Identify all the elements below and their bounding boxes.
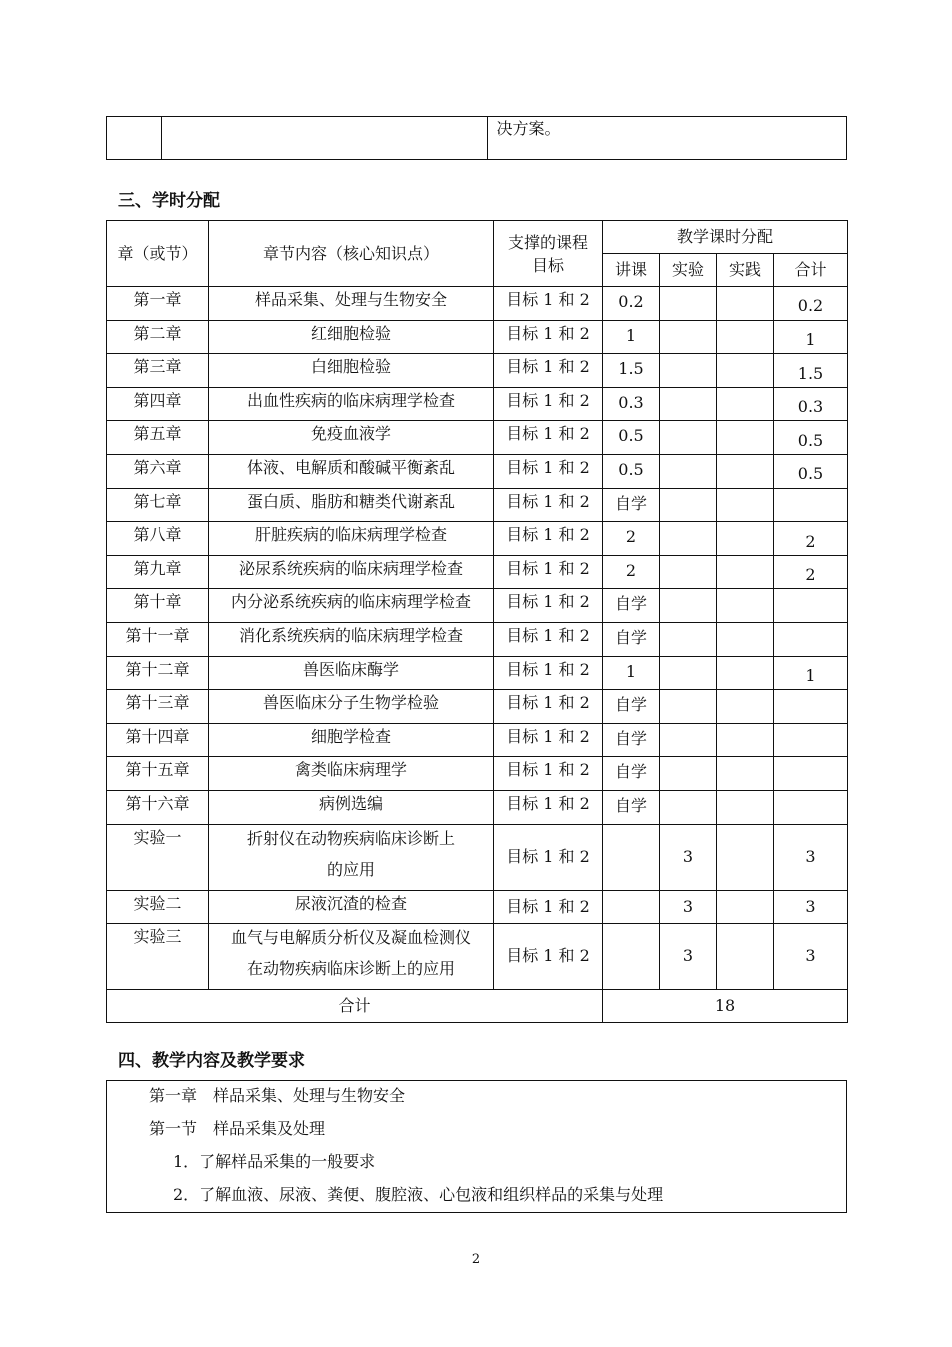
cell-content: 内分泌系统疾病的临床病理学检查 [209,589,494,623]
table-row [107,589,848,623]
table-row [107,387,848,421]
cell-total: 1 [774,320,848,354]
table-row [107,320,848,354]
cell-objective: 目标 1 和 2 [494,522,603,556]
cell-objective: 目标 1 和 2 [494,387,603,421]
table-row [107,890,848,923]
footer-label: 合计 [107,989,603,1022]
cell-chapter: 第五章 [107,421,209,455]
cell-experiment [660,387,717,421]
cell-total: 0.2 [774,287,848,321]
cell-objective: 目标 1 和 2 [494,790,603,824]
cell-lecture: 2 [603,522,660,556]
cell-objective: 目标 1 和 2 [494,555,603,589]
cell-lecture: 0.3 [603,387,660,421]
cell-content [209,890,494,923]
cell-lecture: 自学 [603,488,660,522]
cell-practice [717,354,774,388]
cell-chapter: 第七章 [107,488,209,522]
cell-content: 细胞学检查 [209,723,494,757]
table-footer-row [107,989,848,1022]
cell-content-line: 在动物疾病临床诊断上的应用 [246,958,455,978]
cell-experiment: 3 [660,824,717,890]
cell-objective: 目标 1 和 2 [494,354,603,388]
cell-chapter: 第十六章 [107,790,209,824]
cell-chapter: 第十二章 [107,656,209,690]
cell-content: 体液、电解质和酸碱平衡紊乱 [209,454,494,488]
cell-lecture: 自学 [603,723,660,757]
cell-chapter: 第十章 [107,589,209,623]
cell-lecture: 0.5 [603,421,660,455]
cell-chapter: 实验二 [107,890,209,923]
cell-content [209,824,494,890]
cell-experiment [660,320,717,354]
cell-objective: 目标 1 和 2 [494,454,603,488]
cell-objective: 目标 1 和 2 [494,690,603,724]
table-row [107,824,848,890]
header-total: 合计 [774,254,848,287]
cell-lecture: 自学 [603,757,660,791]
cell-experiment [660,287,717,321]
cell-content [209,923,494,989]
cell-lecture: 0.5 [603,454,660,488]
cell-objective: 目标 1 和 2 [494,723,603,757]
cell-total: 0.5 [774,421,848,455]
cell-total: 0.5 [774,454,848,488]
cell-total: 3 [774,923,848,989]
cell-practice [717,589,774,623]
cell-content: 白细胞检验 [209,354,494,388]
cell-total: 3 [774,890,848,923]
table-row [107,757,848,791]
chapter-line: 第一章 样品采集、处理与生物安全 [149,1086,406,1105]
cell-objective: 目标 1 和 2 [494,656,603,690]
cell-experiment [660,589,717,623]
cell-lecture: 1 [603,320,660,354]
cell-experiment [660,757,717,791]
cell-lecture [603,890,660,923]
cell-lecture: 2 [603,555,660,589]
cell-content-line: 血气与电解质分析仪及凝血检测仪 [230,927,471,947]
cell-content: 消化系统疾病的临床病理学检查 [209,622,494,656]
cell-total: 2 [774,555,848,589]
cell-objective: 目标 1 和 2 [494,622,603,656]
cell-experiment: 3 [660,890,717,923]
cell-objective: 目标 1 和 2 [494,287,603,321]
cell-content: 泌尿系统疾病的临床病理学检查 [209,555,494,589]
header-lecture: 讲课 [603,254,660,287]
cell-lecture: 1.5 [603,354,660,388]
section-line: 第一节 样品采集及处理 [149,1119,326,1138]
cell-experiment [660,555,717,589]
header-practice: 实践 [717,254,774,287]
cell-content: 红细胞检验 [209,320,494,354]
table-cell: 决方案。 [488,117,847,160]
cell-chapter: 第十五章 [107,757,209,791]
cell-content: 兽医临床酶学 [209,656,494,690]
cell-practice [717,824,774,890]
table-row [107,923,848,989]
cell-content-line: 折射仪在动物疾病临床诊断上 [246,828,455,848]
cell-objective: 目标 1 和 2 [494,757,603,791]
cell-practice [717,890,774,923]
cell-objective: 目标 1 和 2 [494,589,603,623]
cell-objective: 目标 1 和 2 [494,320,603,354]
cell-chapter: 实验三 [107,923,209,989]
table-row [107,488,848,522]
cell-total [774,622,848,656]
page-number: 2 [471,1252,481,1267]
cell-experiment [660,421,717,455]
cell-practice [717,454,774,488]
cell-practice [717,757,774,791]
teaching-content-box [106,1080,847,1213]
cell-content-line: 的应用 [326,859,375,879]
table-row [107,287,848,321]
cell-chapter: 第八章 [107,522,209,556]
cell-objective: 目标 1 和 2 [494,421,603,455]
cell-chapter: 第十四章 [107,723,209,757]
section-heading-hours: 三、学时分配 [118,191,220,211]
table-row [107,522,848,556]
cell-objective: 目标 1 和 2 [494,890,603,923]
table-cell [107,117,162,160]
cell-content: 免疫血液学 [209,421,494,455]
cell-total: 0.3 [774,387,848,421]
cell-objective: 目标 1 和 2 [494,824,603,890]
cell-chapter: 第四章 [107,387,209,421]
cell-content: 蛋白质、脂肪和糖类代谢紊乱 [209,488,494,522]
cell-total: 1.5 [774,354,848,388]
cell-practice [717,387,774,421]
cell-lecture: 自学 [603,690,660,724]
cell-practice [717,488,774,522]
continuation-table [106,116,847,160]
cell-lecture: 1 [603,656,660,690]
cell-practice [717,287,774,321]
cell-total [774,488,848,522]
cell-total: 3 [774,824,848,890]
table-row [107,454,848,488]
cell-total: 1 [774,656,848,690]
table-row [107,723,848,757]
cell-objective: 目标 1 和 2 [494,488,603,522]
table-cell [161,117,488,160]
cell-practice [717,522,774,556]
cell-experiment [660,723,717,757]
cell-lecture: 0.2 [603,287,660,321]
cell-chapter: 第十一章 [107,622,209,656]
cell-practice [717,320,774,354]
cell-practice [717,555,774,589]
cell-practice [717,790,774,824]
cell-chapter: 第九章 [107,555,209,589]
cell-experiment [660,522,717,556]
hours-allocation-table [106,220,848,1023]
cell-total: 2 [774,522,848,556]
cell-practice [717,723,774,757]
cell-experiment [660,488,717,522]
cell-total [774,757,848,791]
cell-content-line: 尿液沉渣的检查 [294,893,407,913]
requirement-line: 2．了解血液、尿液、粪便、腹腔液、心包液和组织样品的采集与处理 [173,1185,664,1204]
cell-practice [717,923,774,989]
header-hours-group: 教学课时分配 [603,221,848,254]
cell-lecture: 自学 [603,790,660,824]
table-row [107,421,848,455]
cell-practice [717,421,774,455]
cell-objective: 目标 1 和 2 [494,923,603,989]
cell-content: 病例选编 [209,790,494,824]
header-objective [494,221,603,287]
table-row [107,622,848,656]
cell-experiment [660,622,717,656]
table-row [107,790,848,824]
cell-practice [717,622,774,656]
cell-chapter: 第十三章 [107,690,209,724]
table-row [107,656,848,690]
cell-lecture [603,923,660,989]
cell-experiment [660,656,717,690]
cell-lecture: 自学 [603,589,660,623]
cell-total [774,723,848,757]
cell-chapter: 第六章 [107,454,209,488]
header-content: 章节内容（核心知识点） [209,221,494,287]
cell-content: 肝脏疾病的临床病理学检查 [209,522,494,556]
cell-total [774,690,848,724]
header-objective-text: 支撑的课程目标 [507,232,588,275]
table-row [107,690,848,724]
table-row [107,354,848,388]
cell-experiment [660,454,717,488]
cell-chapter: 实验一 [107,824,209,890]
cell-practice [717,690,774,724]
section-heading-content: 四、教学内容及教学要求 [118,1051,305,1071]
cell-experiment [660,354,717,388]
cell-lecture [603,824,660,890]
cell-experiment [660,690,717,724]
header-chapter: 章（或节） [107,221,209,287]
cell-lecture: 自学 [603,622,660,656]
cell-content: 样品采集、处理与生物安全 [209,287,494,321]
cell-chapter: 第三章 [107,354,209,388]
cell-experiment [660,790,717,824]
cell-content: 兽医临床分子生物学检验 [209,690,494,724]
cell-content: 禽类临床病理学 [209,757,494,791]
header-experiment: 实验 [660,254,717,287]
table-row [107,555,848,589]
table-header-row [107,221,848,254]
cell-total [774,790,848,824]
requirement-line: 1．了解样品采集的一般要求 [173,1152,376,1171]
cell-content: 出血性疾病的临床病理学检查 [209,387,494,421]
cell-chapter: 第一章 [107,287,209,321]
cell-total [774,589,848,623]
cell-experiment: 3 [660,923,717,989]
cell-practice [717,656,774,690]
footer-total-value: 18 [603,989,848,1022]
table-row [107,117,847,160]
cell-chapter: 第二章 [107,320,209,354]
